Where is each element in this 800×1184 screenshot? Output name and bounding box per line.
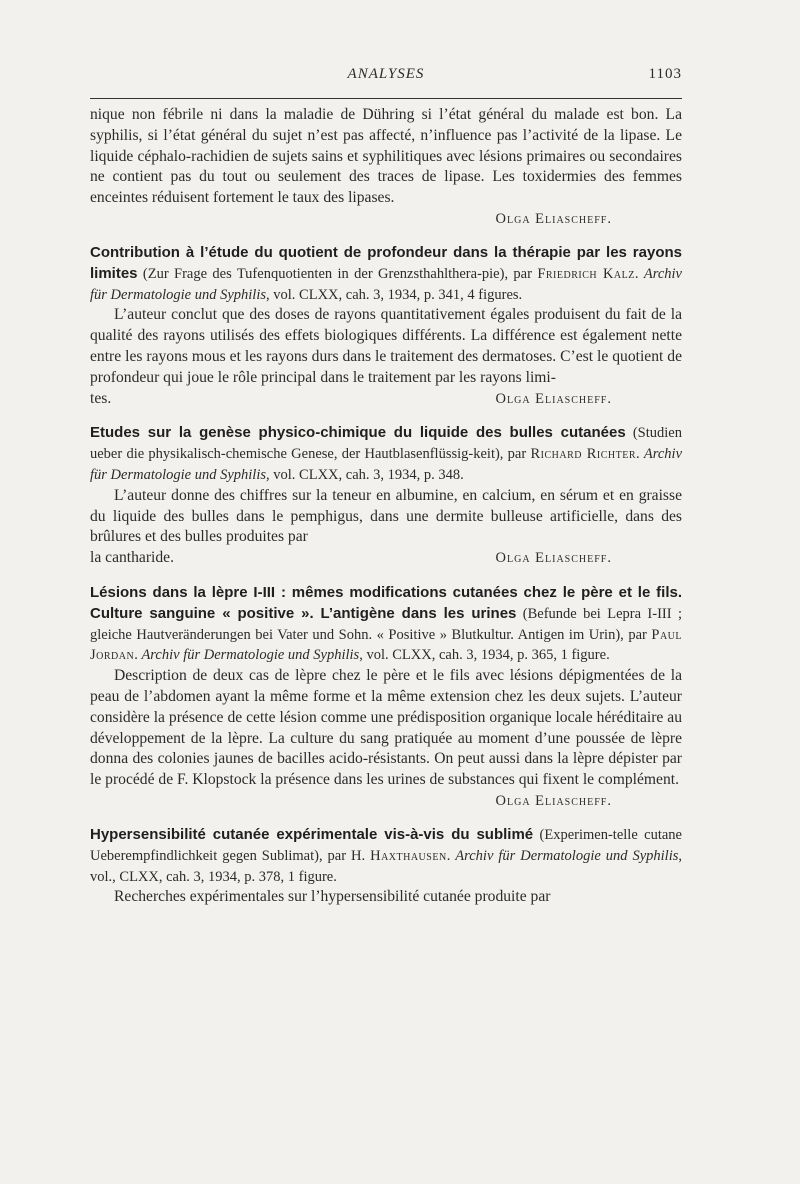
abstract-last-line [90,389,682,410]
reference-mid: . [636,446,644,463]
abstract-last-line [90,548,682,569]
entry-heading [90,825,682,887]
reference-pre: (Befunde bei Lepra I-III ; gleiche Hautveränderungen bei Vater und Sohn. « Positive » Blutkultur. Antigen im Urin), par [90,605,682,643]
reference-pre: (Experimen-telle cutane Ueberempfindlichkeit gegen Sublimat), par H. [90,826,682,864]
author-name: Friedrich Kalz [537,265,635,282]
entry-title: Hypersensibilité cutanée expérimentale vis-à-vis du sublimé [90,825,534,843]
signature: Olga Eliascheff. [495,390,612,407]
author-name: Haxthausen [370,847,447,864]
reference-post: , vol. CLXX, cah. 3, 1934, p. 348. [266,466,464,483]
journal-name: Archiv für Dermatologie und Syphilis [455,847,679,864]
page-number: 1103 [648,66,682,82]
reference-mid: . [134,647,142,664]
reference-post: , vol. CLXX, cah. 3, 1934, p. 341, 4 figures. [266,286,523,303]
entry-title: Contribution à l’étude du quotient de profondeur dans la thérapie par les rayons limites [90,243,682,282]
author-name: Paul Jordan [90,626,682,664]
reference-mid: . [634,265,644,282]
reference-post: , vol., CLXX, cah. 3, 1934, p. 378, 1 figure. [90,847,682,885]
reference-mid: . [446,847,456,864]
running-header [90,62,682,90]
header-rule [90,98,682,99]
entry-4 [90,825,682,908]
journal-name: Archiv für Dermatologie und Syphilis [90,265,682,303]
entry-heading [90,423,682,485]
journal-name: Archiv für Dermatologie und Syphilis [141,647,360,664]
entry-3 [90,583,682,811]
reference-post: , vol. CLXX, cah. 3, 1934, p. 365, 1 figure. [359,647,610,664]
signature: Olga Eliascheff. [495,210,612,227]
entry-1 [90,243,682,409]
abstract-body: Description de deux cas de lèpre chez le père et le fils avec lésions dépigmentées de la peau de l’abdomen ayant la même forme et la même extension chez les deux sujets. L’auteur considère la présence de cette lésion comme une prédisposition organique locale héréditaire au développement de la lèpre. La culture du sang pratiquée au moment d’une poussée de lèpre donna des colonies jaunes de bacilles acido-résistants. On peut aussi dans la lèpre dépister par le procédé de F. Klopstock la présence dans les urines de substances qui fixent le complément. [90,667,682,789]
signature: Olga Eliascheff. [495,550,612,567]
abstract-end: la cantharide. [90,549,174,567]
abstract-body: Recherches expérimentales sur l’hypersensibilité cutanée produite par [114,888,551,906]
signature: Olga Eliascheff. [495,792,612,809]
continued-paragraph: nique non fébrile ni dans la maladie de Dühring si l’état général du malade est bon. La syphilis, si l’état général du sujet n’est pas affecté, n’influence pas l’activité de la lipase. Le liquide céphalo-rachidien de sujets sains et syphilitiques avec lésions primaires ou secondaires ne contient pas du tout ou seulement des traces de lipase. Les toxidermies des femmes enceintes réduisent fortement le taux des lipases. [90,106,682,207]
page [90,62,682,908]
entry-heading [90,583,682,666]
entry-heading [90,243,682,305]
running-title: ANALYSES [347,66,425,82]
abstract-end: tes. [90,389,112,407]
abstract-body: L’auteur conclut que des doses de rayons quantitativement égales produisent du fait de la qualité des rayons utilisés des effets biologiques différents. La différence est également nette entre les rayons mous et les rayons durs dans le traitement des dermatoses. C’est le quotient de profondeur qui joue le rôle principal dans le traitement par les rayons limi- [90,306,682,386]
journal-name: Archiv für Dermatologie und Syphilis [90,446,683,483]
abstract-body: L’auteur donne des chiffres sur la teneur en albumine, en calcium, en sérum et en graisse du liquide des bulles dans le pemphigus, dans une dermite bulleuse artificielle, dans des brûlures et des bulles produites par [90,486,682,546]
reference-pre: (Zur Frage des Tufenquotienten in der Grenzsthahlthera-pie), par [137,265,538,282]
entry-title: Etudes sur la genèse physico-chimique du liquide des bulles cutanées [90,424,626,442]
entry-2 [90,423,682,569]
author-name: Richard Richter [530,446,636,463]
reference-pre: (Studien ueber die physikalisch-chemische Genese, der Hautblasenflüssig-keit), par [90,425,682,463]
entry-title: Lésions dans la lèpre I-III : mêmes modifications cutanées chez le père et le fils. Culture sanguine « positive ». L’antigène dans les urines [90,583,682,622]
